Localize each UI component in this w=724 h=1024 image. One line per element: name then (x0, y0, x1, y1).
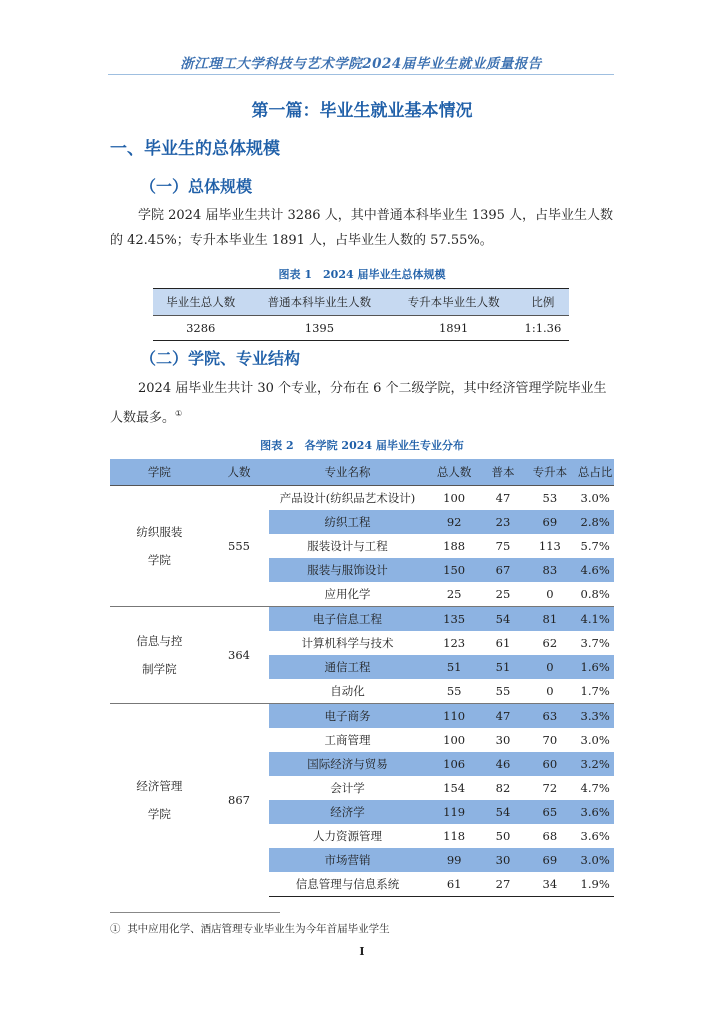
college-count-cell: 555 (228, 539, 250, 553)
major-value-cell: 3.0% (580, 491, 610, 505)
major-value-cell: 65 (523, 800, 576, 824)
major-value-cell: 47 (495, 491, 511, 505)
major-value-cell: 69 (523, 510, 576, 534)
major-value-cell: 72 (542, 781, 558, 795)
major-value-cell: 30 (495, 733, 511, 747)
major-value-cell: 119 (426, 800, 483, 824)
major-value-cell: 70 (542, 733, 558, 747)
major-name-cell: 应用化学 (324, 587, 371, 601)
footnote-ref: ① (175, 409, 183, 418)
major-value-cell: 3.7% (580, 636, 610, 650)
major-value-cell: 51 (426, 655, 483, 679)
major-value-cell: 0 (546, 684, 554, 698)
major-value-cell: 51 (482, 655, 523, 679)
major-value-cell: 50 (495, 829, 511, 843)
major-value-cell: 1.9% (576, 872, 614, 897)
major-value-cell: 4.7% (580, 781, 610, 795)
major-name-cell: 电子商务 (269, 704, 426, 729)
table1-cell: 1:1.36 (517, 316, 569, 341)
major-value-cell: 75 (495, 539, 511, 553)
major-value-cell: 54 (482, 800, 523, 824)
major-value-cell: 113 (538, 539, 561, 553)
major-value-cell: 3.2% (576, 752, 614, 776)
major-value-cell: 62 (542, 636, 558, 650)
major-value-cell: 25 (495, 587, 511, 601)
major-value-cell: 67 (482, 558, 523, 582)
college-name-line: 学院 (147, 553, 171, 567)
table1-header: 专升本毕业生人数 (390, 289, 516, 316)
table2-caption: 图表 2 各学院 2024 届毕业生专业分布 (260, 439, 464, 452)
table2-header: 学院 (110, 459, 209, 486)
major-value-cell: 3.6% (580, 829, 610, 843)
major-name-cell: 信息管理与信息系统 (269, 872, 426, 897)
major-value-cell: 0 (523, 655, 576, 679)
major-value-cell: 92 (426, 510, 483, 534)
major-value-cell: 0 (546, 587, 554, 601)
table1-header: 普通本科毕业生人数 (248, 289, 390, 316)
structure-paragraph (110, 376, 614, 430)
major-value-cell: 55 (495, 684, 511, 698)
major-value-cell: 23 (482, 510, 523, 534)
table2-header: 人数 (209, 459, 270, 486)
major-value-cell: 150 (426, 558, 483, 582)
table1-header: 比例 (517, 289, 569, 316)
major-value-cell: 0.8% (580, 587, 610, 601)
major-value-cell: 4.1% (576, 607, 614, 632)
major-value-cell: 81 (523, 607, 576, 632)
major-value-cell: 5.7% (580, 539, 610, 553)
part-title: 第一篇：毕业生就业基本情况 (251, 101, 473, 121)
major-distribution-table (110, 459, 614, 897)
footnote (110, 921, 390, 936)
subsection-heading-scale: （一）总体规模 (140, 177, 253, 196)
major-value-cell: 1.7% (580, 684, 610, 698)
report-header: 浙江理工大学科技与艺术学院2024届毕业生就业质量报告 (180, 56, 542, 72)
page-number: I (359, 945, 365, 958)
header-rule (108, 74, 614, 75)
major-name-cell: 工商管理 (324, 733, 371, 747)
table2-header: 总人数 (426, 459, 483, 486)
major-value-cell: 110 (426, 704, 483, 729)
major-value-cell: 68 (542, 829, 558, 843)
structure-text: 2024 届毕业生共计 30 个专业，分布在 6 个二级学院，其中经济管理学院毕业生人数最多。 (110, 381, 607, 426)
college-cell (110, 704, 209, 897)
major-name-cell: 国际经济与贸易 (269, 752, 426, 776)
major-value-cell: 53 (542, 491, 558, 505)
major-value-cell: 106 (426, 752, 483, 776)
major-name-cell: 人力资源管理 (313, 829, 383, 843)
college-name-line: 信息与控 (136, 634, 183, 648)
major-value-cell: 188 (443, 539, 466, 553)
college-name-line: 纺织服装 (136, 525, 183, 539)
major-value-cell: 46 (482, 752, 523, 776)
major-name-cell: 通信工程 (269, 655, 426, 679)
major-value-cell: 99 (426, 848, 483, 872)
table2-header: 专业名称 (269, 459, 426, 486)
major-value-cell: 1.6% (576, 655, 614, 679)
major-value-cell: 54 (482, 607, 523, 632)
college-name-line: 制学院 (142, 662, 177, 676)
major-value-cell: 82 (495, 781, 511, 795)
major-value-cell: 3.0% (580, 733, 610, 747)
major-value-cell: 55 (446, 684, 462, 698)
subsection-heading-structure: （二）学院、专业结构 (140, 349, 301, 368)
major-value-cell: 154 (443, 781, 466, 795)
table1-cell: 3286 (153, 316, 248, 341)
major-value-cell: 61 (426, 872, 483, 897)
table1-header: 毕业生总人数 (153, 289, 248, 316)
major-value-cell: 30 (482, 848, 523, 872)
major-name-cell: 自动化 (330, 684, 365, 698)
college-count-cell: 867 (209, 704, 270, 897)
table-row (110, 607, 614, 632)
major-value-cell: 4.6% (576, 558, 614, 582)
overall-scale-table (153, 288, 569, 341)
major-value-cell: 60 (523, 752, 576, 776)
table-row (110, 486, 614, 511)
major-value-cell: 123 (443, 636, 466, 650)
major-value-cell: 3.6% (576, 800, 614, 824)
major-value-cell: 63 (523, 704, 576, 729)
major-value-cell: 25 (446, 587, 462, 601)
major-value-cell: 2.8% (576, 510, 614, 534)
table1-cell: 1891 (390, 316, 516, 341)
major-value-cell: 47 (482, 704, 523, 729)
major-value-cell: 34 (523, 872, 576, 897)
major-value-cell: 83 (523, 558, 576, 582)
footnote-mark: ① (110, 923, 121, 935)
college-cell (110, 607, 209, 704)
major-value-cell: 118 (443, 829, 466, 843)
table2-header: 普本 (482, 459, 523, 486)
major-name-cell: 市场营销 (269, 848, 426, 872)
major-value-cell: 61 (495, 636, 511, 650)
table1-caption: 图表 1 2024 届毕业生总体规模 (278, 268, 446, 281)
major-value-cell: 100 (443, 733, 466, 747)
major-value-cell: 3.0% (576, 848, 614, 872)
major-name-cell: 计算机科学与技术 (301, 636, 394, 650)
college-name-line: 学院 (147, 807, 171, 822)
major-value-cell: 135 (426, 607, 483, 632)
major-value-cell: 27 (482, 872, 523, 897)
major-value-cell: 100 (443, 491, 466, 505)
college-name-line: 经济管理 (136, 779, 183, 794)
section-heading: 一、毕业生的总体规模 (110, 139, 280, 159)
major-value-cell: 69 (523, 848, 576, 872)
major-name-cell: 会计学 (330, 781, 365, 795)
major-name-cell: 产品设计(纺织品艺术设计) (279, 491, 416, 505)
table2-header: 总占比 (576, 459, 614, 486)
table2-header: 专升本 (523, 459, 576, 486)
table-row (110, 704, 614, 729)
major-name-cell: 服装设计与工程 (307, 539, 388, 553)
major-name-cell: 经济学 (269, 800, 426, 824)
table1-cell: 1395 (248, 316, 390, 341)
major-name-cell: 纺织工程 (269, 510, 426, 534)
college-count-cell: 364 (209, 607, 270, 704)
major-name-cell: 服装与服饰设计 (269, 558, 426, 582)
footnote-text: 其中应用化学、酒店管理专业毕业生为今年首届毕业学生 (127, 923, 390, 935)
scale-paragraph: 学院 2024 届毕业生共计 3286 人，其中普通本科毕业生 1395 人，占毕业生人数的 42.45%；专升本毕业生 1891 人，占毕业生人数的 57.55%。 (110, 208, 614, 248)
footnote-rule (110, 912, 280, 913)
major-name-cell: 电子信息工程 (269, 607, 426, 632)
college-cell (110, 486, 209, 607)
major-value-cell: 3.3% (576, 704, 614, 729)
